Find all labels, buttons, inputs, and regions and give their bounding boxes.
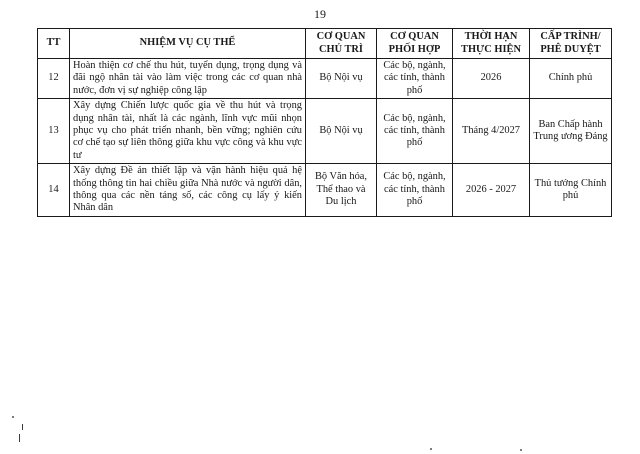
scan-artifact	[430, 448, 432, 450]
cell-lead-agency: Bộ Nội vụ	[306, 59, 377, 99]
cell-tt: 14	[38, 164, 70, 217]
cell-deadline: 2026 - 2027	[453, 164, 530, 217]
scan-artifact	[520, 449, 522, 451]
cell-approval: Thủ tướng Chính phủ	[530, 164, 612, 217]
table-row	[38, 164, 612, 217]
cell-coordinating-agency: Các bộ, ngành, các tỉnh, thành phố	[377, 99, 453, 164]
cell-task: Hoàn thiện cơ chế thu hút, tuyển dụng, trọng dụng và đãi ngộ nhân tài vào làm việc trong các cơ quan nhà nước, đơn vị sự nghiệp công lập	[70, 59, 306, 99]
scan-artifact	[12, 416, 14, 418]
table-row	[38, 99, 612, 164]
cell-task: Xây dựng Đề án thiết lập và vận hành hiệu quả hệ thống thông tin hai chiều giữa Nhà nước và người dân, thông qua các nền tảng số, các công cụ lấy ý kiến Nhân dân	[70, 164, 306, 217]
cell-deadline: 2026	[453, 59, 530, 99]
scan-artifact	[19, 434, 20, 442]
cell-deadline: Tháng 4/2027	[453, 99, 530, 164]
header-tt: TT	[38, 29, 70, 59]
cell-coordinating-agency: Các bộ, ngành, các tỉnh, thành phố	[377, 164, 453, 217]
cell-tt: 13	[38, 99, 70, 164]
cell-lead-agency: Bộ Văn hóa, Thể thao và Du lịch	[306, 164, 377, 217]
table-row	[38, 59, 612, 99]
scan-artifact	[22, 424, 23, 430]
cell-approval: Ban Chấp hành Trung ương Đảng	[530, 99, 612, 164]
cell-task: Xây dựng Chiến lược quốc gia về thu hút và trọng dụng nhân tài, nhất là các ngành, lĩnh vực mũi nhọn phục vụ cho phát triển nhanh, bền vững; nghiên cứu cơ chế tạo sự liên thông giữa khu vực công và khu vực tư	[70, 99, 306, 164]
header-deadline: THỜI HẠN THỰC HIỆN	[453, 29, 530, 59]
cell-tt: 12	[38, 59, 70, 99]
header-coordinating-agency: CƠ QUAN PHỐI HỢP	[377, 29, 453, 59]
page-number: 19	[314, 7, 326, 21]
header-task: NHIỆM VỤ CỤ THỂ	[70, 29, 306, 59]
header-approval: CẤP TRÌNH/ PHÊ DUYỆT	[530, 29, 612, 59]
cell-coordinating-agency: Các bộ, ngành, các tỉnh, thành phố	[377, 59, 453, 99]
header-lead-agency: CƠ QUAN CHỦ TRÌ	[306, 29, 377, 59]
cell-approval: Chính phủ	[530, 59, 612, 99]
cell-lead-agency: Bộ Nội vụ	[306, 99, 377, 164]
table-header-row	[38, 29, 612, 59]
task-table	[37, 28, 612, 217]
